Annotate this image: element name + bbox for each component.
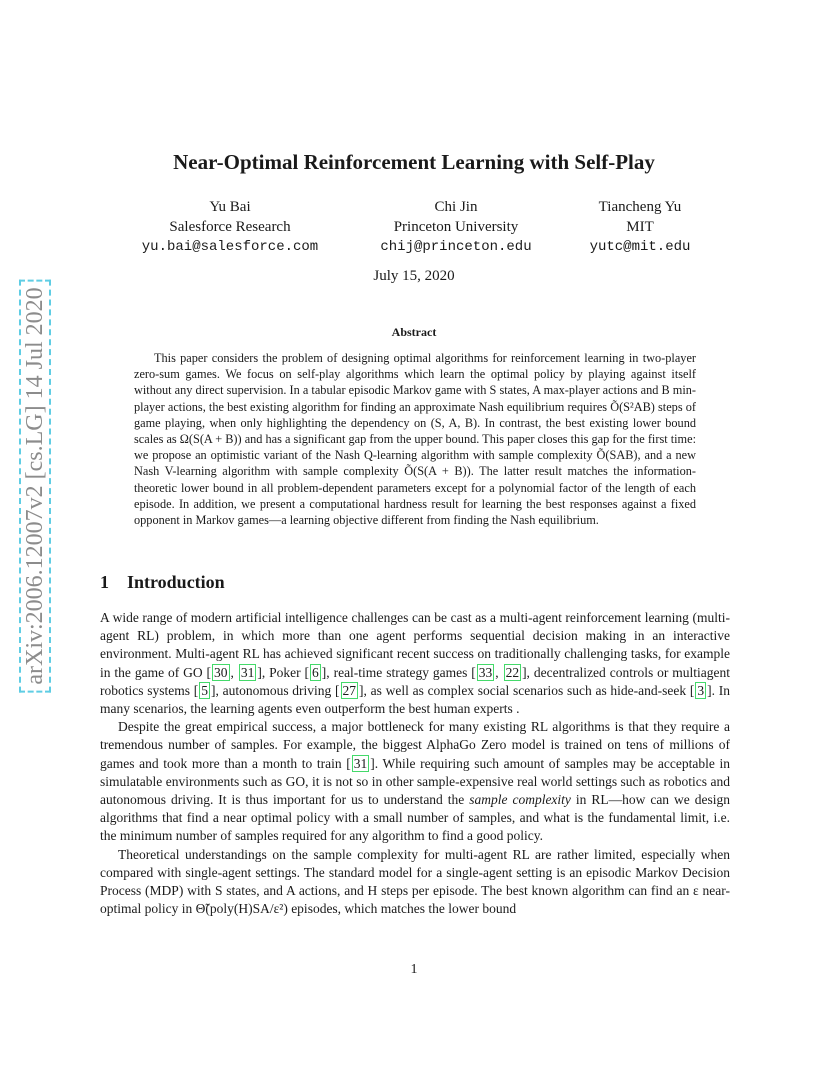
author-affiliation: MIT [626, 219, 654, 235]
arxiv-stamp-text: arXiv:2006.12007v2 [cs.LG] 14 Jul 2020 [19, 279, 51, 692]
body-text [100, 609, 730, 918]
author-affiliation: Princeton University [393, 219, 519, 235]
author-email[interactable]: yu.bai@salesforce.com [141, 239, 319, 255]
author-block [570, 197, 710, 257]
author-name: Tiancheng Yu [598, 199, 682, 215]
paper-date: July 15, 2020 [373, 268, 455, 284]
paragraph: Despite the great empirical success, a major bottleneck for many existing RL algorithms is that they require a tremendous number of samples. For example, the biggest AlphaGo Zero model is trained on tens of millions of games and took more than a month to train [ 31 ]. While requiring such amount of samples may be acceptable in simulatable environments such as GO, it is not so in other sample-expensive real world settings such as robotics and autonomous driving. It is thus important for us to understand the sample complexity in RL—how can we design algorithms that find a near optimal policy with a small number of samples, and what is the fundamental limit, i.e. the minimum number of samples required for any algorithm to find a good policy. [100, 719, 730, 844]
author-email[interactable]: yutc@mit.edu [589, 239, 691, 255]
citation-link[interactable]: 30 [214, 664, 228, 680]
paper-title: Near-Optimal Reinforcement Learning with Self-Play [173, 150, 655, 174]
citation-link[interactable]: 3 [697, 682, 705, 698]
citation-link[interactable]: 33 [478, 664, 493, 680]
author-email[interactable]: chij@princeton.edu [380, 239, 532, 255]
citation-link[interactable]: 6 [312, 664, 319, 680]
citation-link[interactable]: 22 [505, 664, 520, 680]
author-affiliation: Salesforce Research [169, 219, 291, 235]
abstract-text: This paper considers the problem of designing optimal algorithms for reinforcement learning in two-player zero-sum games. We focus on self-play algorithms which learn the optimal policy by playing against itself without any direct supervision. In a tabular episodic Markov game with S states, A max-player actions and B min-player actions, the best existing algorithm for finding an approximate Nash equilibrium requires Õ(S²AB) steps of game playing, when only highlighting the dependency on (S, A, B). In contrast, the best existing lower bound scales as Ω(S(A + B)) and has a significant gap from the upper bound. This paper closes this gap for the first time: we propose an optimistic variant of the Nash Q-learning algorithm with sample complexity Õ(SAB), and a new Nash V-learning algorithm with sample complexity Õ(S(A + B)). The latter result matches the information-theoretic lower bound in all problem-dependent parameters except for a polynomial factor of the length of each episode. In addition, we present a computational hardness result for learning the best responses against a fixed opponent in Markov games—a learning objective different from finding the Nash equilibrium. [134, 351, 696, 528]
author-block [356, 197, 556, 257]
section-number: 1 [100, 572, 109, 592]
paragraph: A wide range of modern artificial intelligence challenges can be cast as a multi-agent reinforcement learning (multi-agent RL) problem, in which more than one agent performs sequential decision making in an interactive environment. Multi-agent RL has achieved significant recent success on traditionally challenging tasks, for example in the game of GO [ 30 , 31 ], Poker [ 6 ], real-time strategy games [ 33 , 22 ], decentralized controls or multiagent robotics systems [ 5 ], autonomous driving [ 27 ], as well as complex social scenarios such as hide-and-seek [ 3 ]. In many scenarios, the learning agents even outperform the best human experts . [100, 610, 731, 717]
author-name: Chi Jin [434, 199, 478, 215]
page-number: 1 [410, 962, 418, 977]
citation-link[interactable]: 31 [353, 755, 368, 771]
citation-link[interactable]: 5 [201, 682, 208, 698]
citation-link[interactable]: 27 [342, 682, 357, 698]
author-name: Yu Bai [209, 199, 251, 215]
abstract-heading: Abstract [391, 325, 437, 339]
paragraph: Theoretical understandings on the sample complexity for multi-agent RL are rather limited, especially when compared with single-agent settings. The standard model for a single-agent setting is an episodic Markov Decision Process (MDP) with S states, and A actions, and H steps per episode. The best known algorithm can find an ε near-optimal policy in Θ̃(poly(H)SA/ε²) episodes, which matches the lower bound [100, 846, 730, 917]
emphasis: sample complexity [469, 792, 571, 808]
section-title: Introduction [127, 572, 225, 592]
citation-link[interactable]: 31 [240, 664, 255, 680]
author-block [120, 197, 340, 257]
section-heading [100, 572, 225, 593]
